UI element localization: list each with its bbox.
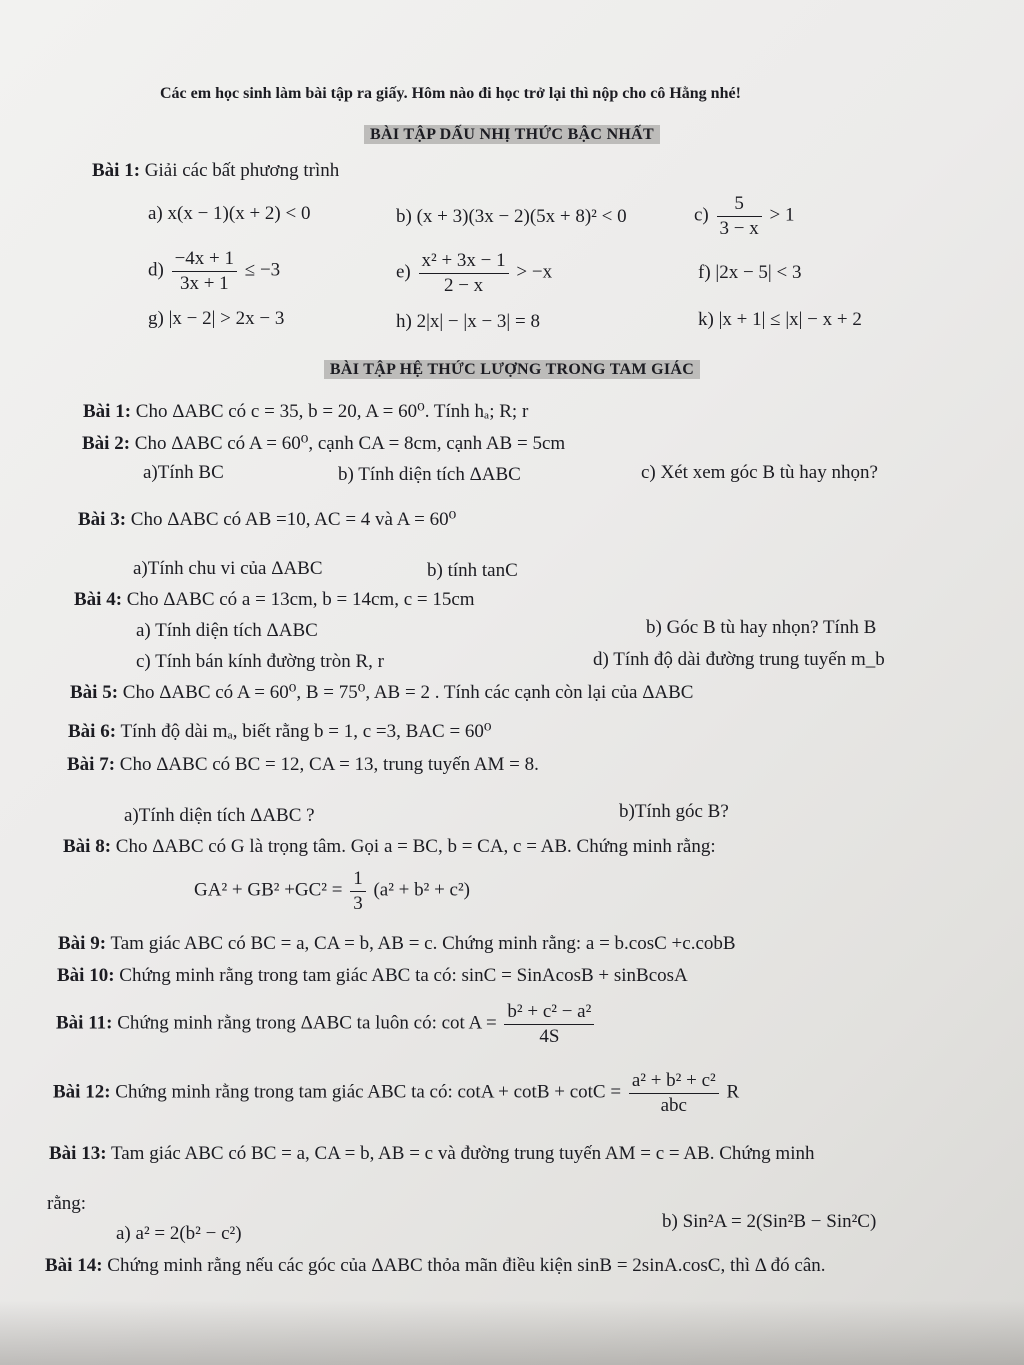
photo-shadow <box>0 1300 1024 1365</box>
fraction: $\frac{1}{3}$ <box>350 868 366 915</box>
s2-bai13-cont: rằng: <box>47 1193 87 1214</box>
s2-bai2-c: c) Xét xem góc B tù hay nhọn? <box>641 462 878 483</box>
s1-item-d: d) $\frac{-4x + 1}{3x + 1}$ ≤ −3 <box>148 248 281 294</box>
s2-bai6: Bài 6: Tính độ dài mₐ, biết rằng b = 1, c =3, BAC = 60⁰ <box>68 721 492 742</box>
s2-bai4-a: a) Tính diện tích ΔABC <box>136 620 318 641</box>
s2-bai10: Bài 10: Chứng minh rằng trong tam giác ABC ta có: sinC = SinAcosB + sinBcosA <box>57 965 688 986</box>
section-title-triangle-relations: BÀI TẬP HỆ THỨC LƯỢNG TRONG TAM GIÁC <box>0 361 1024 379</box>
s2-bai8: Bài 8: Cho ΔABC có G là trọng tâm. Gọi a = BC, b = CA, c = AB. Chứng minh rằng: <box>63 836 716 857</box>
s2-bai2: Bài 2: Cho ΔABC có A = 60⁰, cạnh CA = 8cm, cạnh AB = 5cm <box>82 433 566 454</box>
section-title-linear-binomial: BÀI TẬP DẤU NHỊ THỨC BẬC NHẤT <box>0 126 1024 144</box>
s2-bai5: Bài 5: Cho ΔABC có A = 60⁰, B = 75⁰, AB = 2 . Tính các cạnh còn lại của ΔABC <box>70 682 694 703</box>
s2-bai3: Bài 3: Cho ΔABC có AB =10, AC = 4 và A = 60⁰ <box>78 509 457 530</box>
s2-bai11: Bài 11: Chứng minh rằng trong ΔABC ta luôn có: cot A = $\frac{\text{b² + c² − a²}}{4S}$ <box>56 1001 597 1048</box>
s2-bai8-formula: GA² + GB² +GC² = $\frac{1}{3}$ (a² + b² + c²) <box>194 868 471 914</box>
s2-bai4-c: c) Tính bán kính đường tròn R, r <box>136 651 384 672</box>
fraction: $\frac{5}{3 - x}$ <box>717 193 762 240</box>
s1-item-h: h) 2|x| − |x − 3| = 8 <box>396 311 540 332</box>
s2-bai13-a: a) a² = 2(b² − c²) <box>116 1223 242 1244</box>
s2-bai4: Bài 4: Cho ΔABC có a = 13cm, b = 14cm, c = 15cm <box>74 589 475 610</box>
s2-bai4-d: d) Tính độ dài đường trung tuyến m_b <box>593 649 885 670</box>
s1-item-c: c) $\frac{5}{3 - x}$ > 1 <box>694 193 795 239</box>
s2-bai13-b: b) Sin²A = 2(Sin²B − Sin²C) <box>662 1211 877 1232</box>
s2-bai7-a: a)Tính diện tích ΔABC ? <box>124 805 315 826</box>
s2-bai3-a: a)Tính chu vi của ΔABC <box>133 558 323 579</box>
s1-item-b: b) (x + 3)(3x − 2)(5x + 8)² < 0 <box>396 206 627 227</box>
s2-bai14: Bài 14: Chứng minh rằng nếu các góc của ΔABC thỏa mãn điều kiện sinB = 2sinA.cosC, thì Δ đó cân. <box>45 1255 826 1276</box>
s2-bai13: Bài 13: Tam giác ABC có BC = a, CA = b, AB = c và đường trung tuyến AM = c = AB. Chứng minh <box>49 1143 815 1164</box>
s2-bai12: Bài 12: Chứng minh rằng trong tam giác ABC ta có: cotA + cotB + cotC = $\frac{\text{a² + b² + c²}}{\text{abc}}$ R <box>53 1070 740 1116</box>
s2-bai7: Bài 7: Cho ΔABC có BC = 12, CA = 13, trung tuyến AM = 8. <box>67 754 539 775</box>
fraction: $\frac{\text{x² + 3x − 1}}{2 - x}$ <box>419 250 509 297</box>
intro-note: Các em học sinh làm bài tập ra giấy. Hôm nào đi học trở lại thì nộp cho cô Hằng nhé! <box>160 85 741 102</box>
s2-bai1: Bài 1: Cho ΔABC có c = 35, b = 20, A = 60⁰. Tính hₐ; R; r <box>83 401 529 422</box>
s2-bai4-b: b) Góc B tù hay nhọn? Tính B <box>646 617 877 638</box>
s1-bai1: Bài 1: Giải các bất phương trình <box>92 160 340 181</box>
s1-item-g: g) |x − 2| > 2x − 3 <box>148 308 285 329</box>
s2-bai7-b: b)Tính góc B? <box>619 801 729 822</box>
s2-bai2-b: b) Tính diện tích ΔABC <box>338 464 521 485</box>
s1-item-e: e) $\frac{\text{x² + 3x − 1}}{2 - x}$ > −x <box>396 250 553 296</box>
fraction: $\frac{-4x + 1}{3x + 1}$ <box>172 248 237 295</box>
s2-bai3-b: b) tính tanC <box>427 560 518 581</box>
s1-item-f: f) |2x − 5| < 3 <box>698 262 802 283</box>
s1-item-k: k) |x + 1| ≤ |x| − x + 2 <box>698 309 862 330</box>
s2-bai2-a: a)Tính BC <box>143 462 224 483</box>
s1-item-a: a) x(x − 1)(x + 2) < 0 <box>148 203 311 224</box>
fraction: $\frac{\text{a² + b² + c²}}{\text{abc}}$ <box>629 1070 719 1117</box>
s2-bai9: Bài 9: Tam giác ABC có BC = a, CA = b, AB = c. Chứng minh rằng: a = b.cosC +c.cobB <box>58 933 736 954</box>
fraction: $\frac{\text{b² + c² − a²}}{4S}$ <box>504 1001 594 1048</box>
